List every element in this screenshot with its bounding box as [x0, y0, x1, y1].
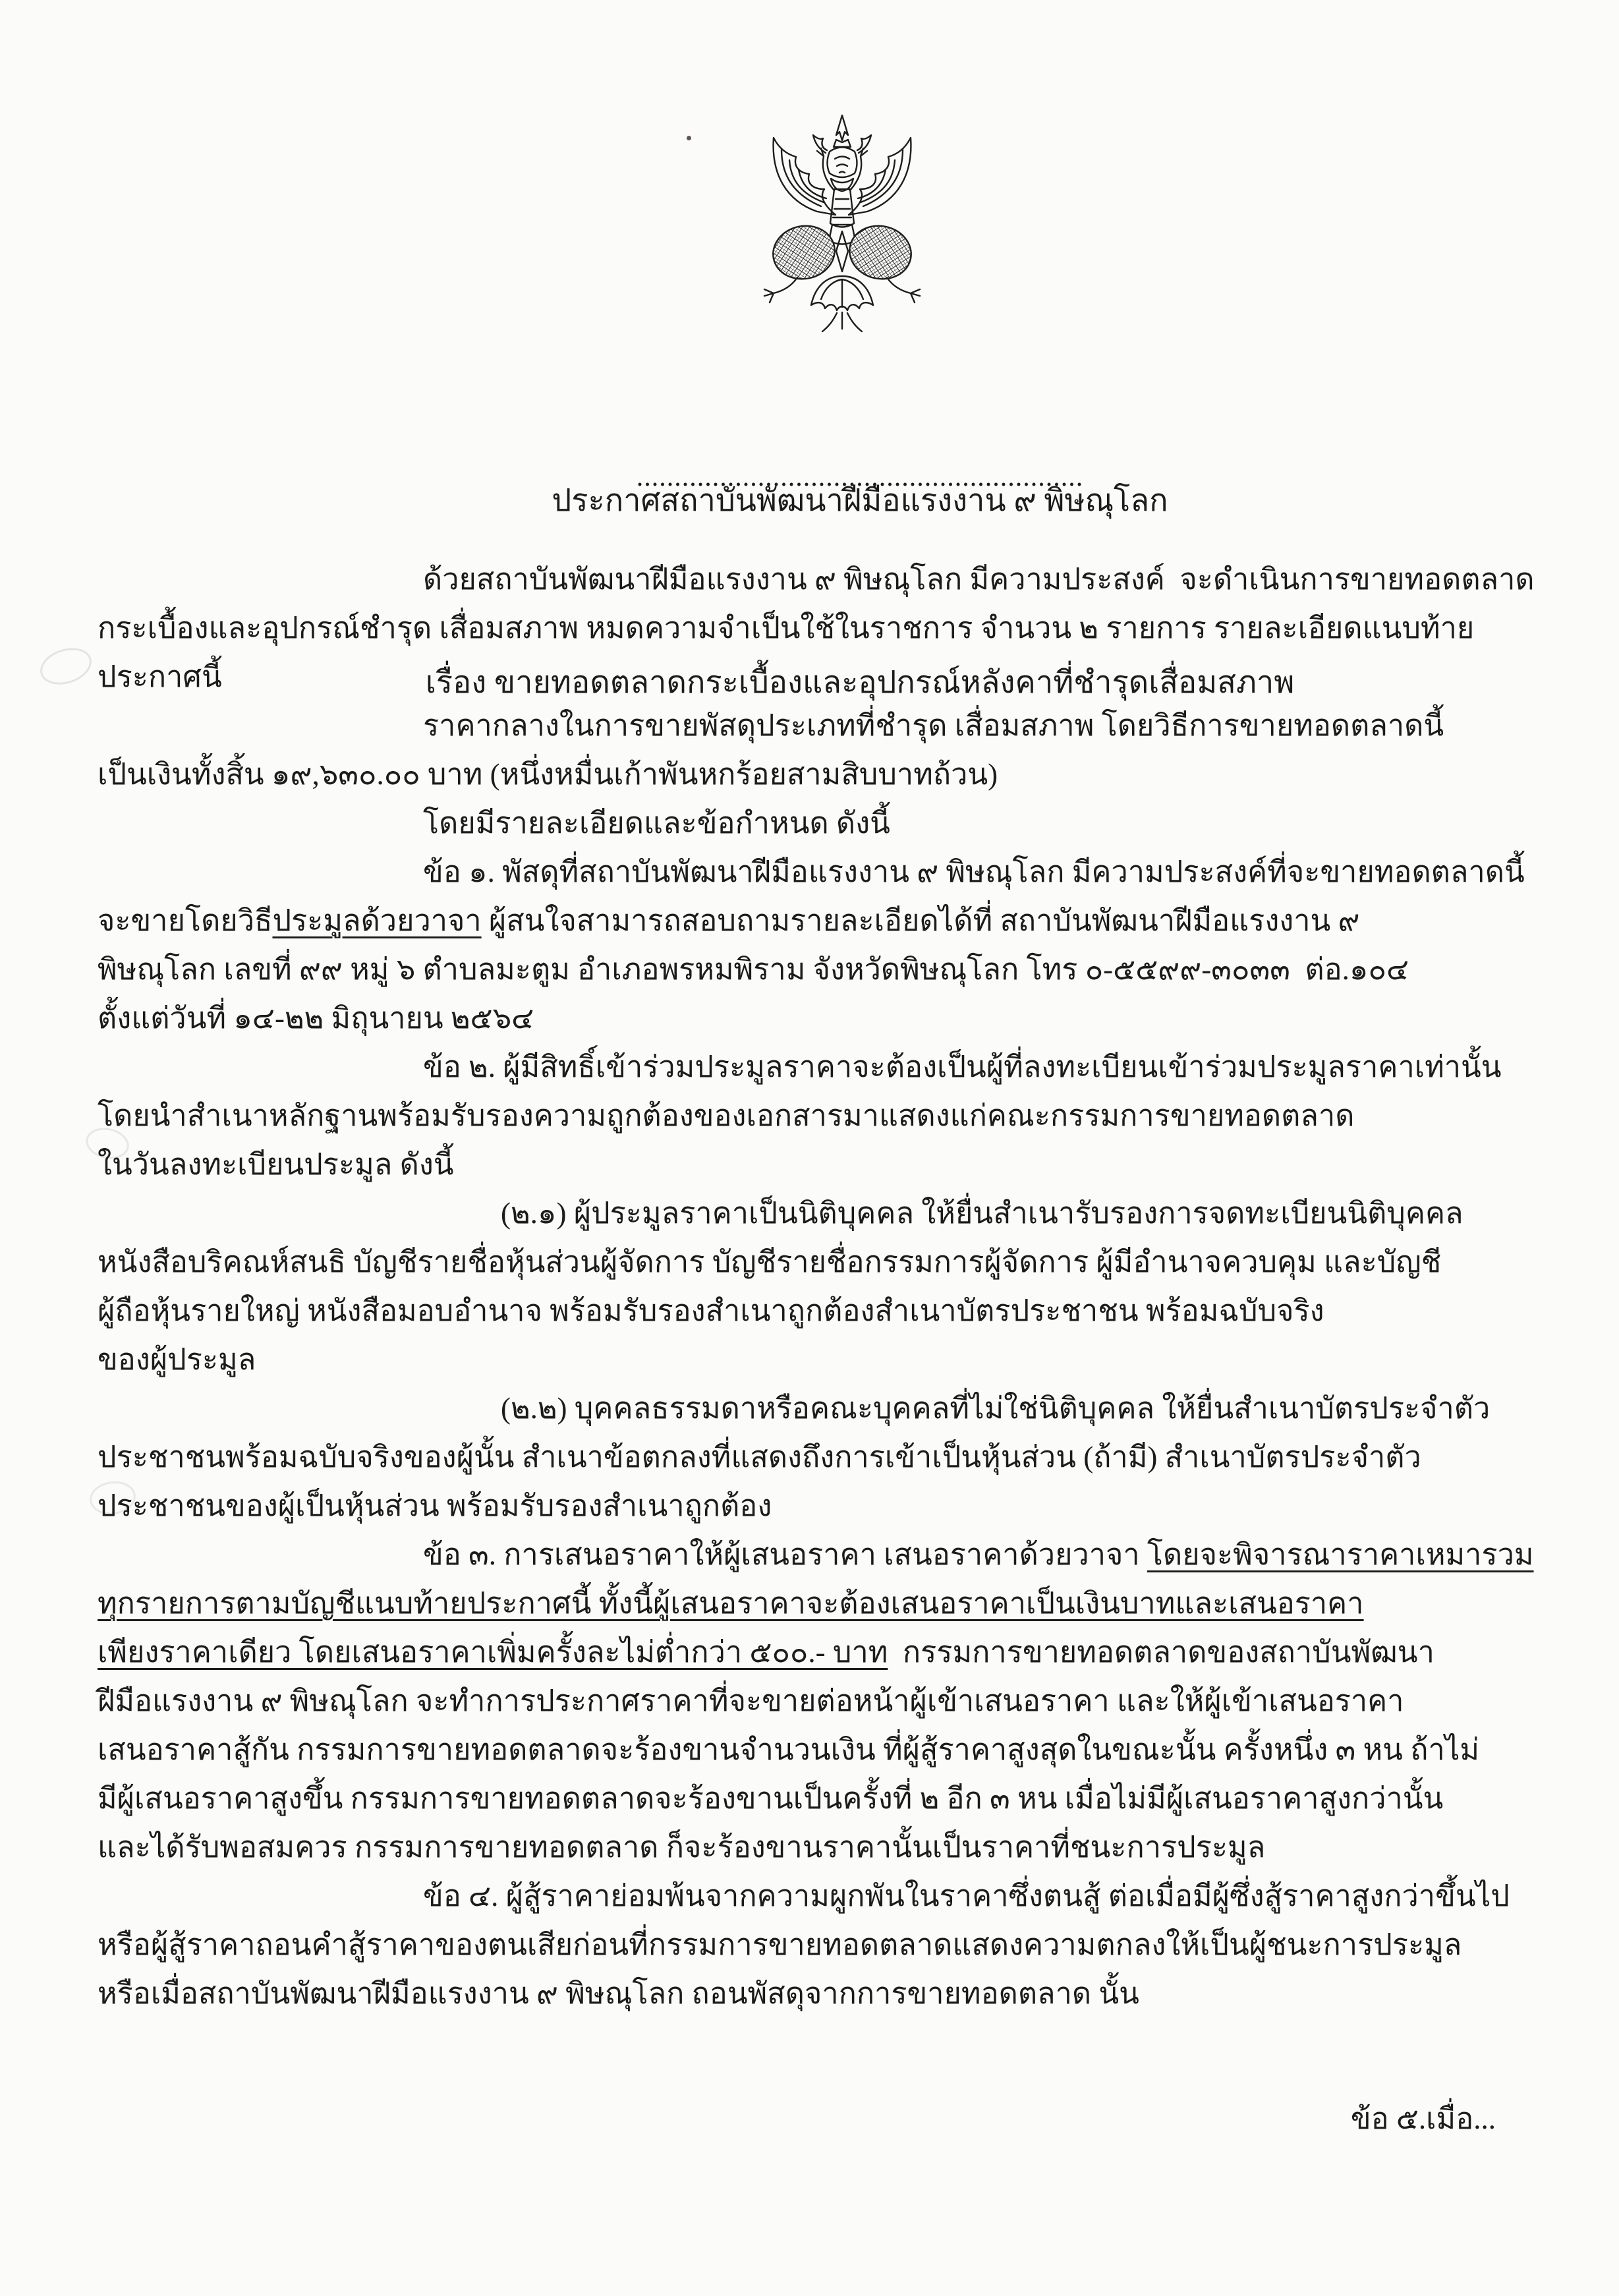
title-line-1: ประกาศสถาบันพัฒนาฝีมือแรงงาน ๙ พิษณุโลก: [552, 484, 1168, 518]
text: ข้อ ๒. ผู้มีสิทธิ์เข้าร่วมประมูลราคาจะต้องเป็นผู้ที่ลงทะเบียนเข้าร่วมประมูลราคาเท่านั้น: [423, 1050, 1502, 1083]
body-line: [98, 1433, 1547, 1481]
body-line: [98, 1043, 1547, 1091]
body-line: [98, 652, 1547, 701]
text: กระเบื้องและอุปกรณ์ชำรุด เสื่อมสภาพ หมดความจำเป็นใช้ในราชการ จำนวน ๒ รายการ รายละเอียดแนบท้าย: [98, 612, 1475, 645]
text: พิษณุโลก เลขที่ ๙๙ หมู่ ๖ ตำบลมะตูม อำเภอพรหมพิราม จังหวัดพิษณุโลก โทร ๐-๕๕๙๙-๓๐๓๓ ต่อ.๑๐๔: [98, 953, 1409, 986]
text: ราคากลางในการขายพัสดุประเภทที่ชำรุด เสื่อมสภาพ โดยวิธีการขายทอดตลาดนี้: [423, 709, 1444, 742]
text: (๒.๑) ผู้ประมูลราคาเป็นนิติบุคคล ให้ยื่นสำเนารับรองการจดทะเบียนนิติบุคคล: [501, 1197, 1463, 1230]
body-line: [98, 1238, 1547, 1286]
text: เสนอราคาสู้กัน กรรมการขายทอดตลาดจะร้องขานจำนวนเงิน ที่ผู้สู้ราคาสูงสุดในขณะนั้น ครั้งหนึ่ง ๓ หน ถ้าไม่: [98, 1733, 1480, 1766]
body-line: [98, 1628, 1547, 1677]
text: ประชาชนพร้อมฉบับจริงของผู้นั้น สำเนาข้อตกลงที่แสดงถึงการเข้าเป็นหุ้นส่วน (ถ้ามี) สำเนาบัตรประจำตัว: [98, 1441, 1421, 1474]
text: ข้อ ๔. ผู้สู้ราคาย่อมพ้นจากความผูกพันในราคาซึ่งตนสู้ ต่อเมื่อมีผู้ซึ่งสู้ราคาสูงกว่าขึ้นไป: [423, 1880, 1510, 1912]
body-line: [98, 1481, 1547, 1530]
body-line: [98, 1823, 1547, 1872]
body-line: [98, 1384, 1547, 1433]
garuda-emblem-icon: [743, 111, 941, 343]
scan-speck: [687, 136, 691, 140]
text: ประชาชนของผู้เป็นหุ้นส่วน พร้อมรับรองสำเนาถูกต้อง: [98, 1489, 772, 1522]
body-line: [98, 1872, 1547, 1920]
underlined-text: ประมูลด้วยวาจา: [272, 904, 482, 937]
body-line: [98, 1286, 1547, 1335]
text: หรือผู้สู้ราคาถอนคำสู้ราคาของตนเสียก่อนที่กรรมการขายทอดตลาดแสดงความตกลงให้เป็นผู้ชนะการประมูล: [98, 1928, 1462, 1961]
text: ของผู้ประมูล: [98, 1343, 256, 1376]
text: หรือเมื่อสถาบันพัฒนาฝีมือแรงงาน ๙ พิษณุโลก ถอนพัสดุจากการขายทอดตลาด นั้น: [98, 1977, 1139, 2010]
text: มีผู้เสนอราคาสูงขึ้น กรรมการขายทอดตลาดจะร้องขานเป็นครั้งที่ ๒ อีก ๓ หน เมื่อไม่มีผู้เสนอราคาสูงกว่านั้น: [98, 1782, 1444, 1815]
body-line: [98, 945, 1547, 994]
body-line: [98, 604, 1547, 652]
body-line: [98, 799, 1547, 847]
body-line: [98, 1530, 1547, 1579]
text: ในวันลงทะเบียนประมูล ดังนี้: [98, 1148, 454, 1181]
text: ฝีมือแรงงาน ๙ พิษณุโลก จะทำการประกาศราคาที่จะขายต่อหน้าผู้เข้าเสนอราคา และให้ผู้เข้าเสนอราคา: [98, 1684, 1404, 1717]
body-line: [98, 896, 1547, 945]
text: จะขายโดยวิธี: [98, 904, 273, 937]
text: ข้อ ๓. การเสนอราคาให้ผู้เสนอราคา เสนอราคาด้วยวาจา: [423, 1538, 1147, 1571]
body-line: [98, 701, 1547, 750]
text: เป็นเงินทั้งสิ้น ๑๙,๖๓๐.๐๐ บาท (หนึ่งหมื่นเก้าพันหกร้อยสามสิบบาทถ้วน): [98, 758, 998, 791]
body-line: [98, 1189, 1547, 1238]
body-line: [98, 1677, 1547, 1725]
body-line: [98, 1725, 1547, 1774]
text: กรรมการขายทอดตลาดของสถาบันพัฒนา: [888, 1636, 1434, 1669]
body-line: [98, 1579, 1547, 1628]
document-body: [98, 555, 1547, 2018]
body-line: [98, 994, 1547, 1043]
text: ผู้ถือหุ้นรายใหญ่ หนังสือมอบอำนาจ พร้อมรับรองสำเนาถูกต้องสำเนาบัตรประชาชน พร้อมฉบับจริง: [98, 1294, 1324, 1327]
body-line: [98, 847, 1547, 896]
text: (๒.๒) บุคคลธรรมดาหรือคณะบุคคลที่ไม่ใช่นิติบุคคล ให้ยื่นสำเนาบัตรประจำตัว: [501, 1392, 1491, 1425]
text: ประกาศนี้: [98, 660, 222, 693]
body-line: [98, 1969, 1547, 2018]
text: ด้วยสถาบันพัฒนาฝีมือแรงงาน ๙ พิษณุโลก มีความประสงค์ จะดำเนินการขายทอดตลาด: [423, 563, 1535, 596]
body-line: [98, 555, 1547, 604]
body-line: [98, 1335, 1547, 1384]
text: ผู้สนใจสามารถสอบถามรายละเอียดได้ที่ สถาบันพัฒนาฝีมือแรงงาน ๙: [481, 904, 1360, 937]
text: โดยมีรายละเอียดและข้อกำหนด ดังนี้: [423, 807, 890, 840]
body-line: [98, 1920, 1547, 1969]
underlined-text: โดยจะพิจารณาราคาเหมารวม: [1147, 1538, 1534, 1571]
title-divider-dots: ...........................................................: [636, 462, 1084, 492]
scan-artifact: [36, 642, 96, 691]
body-line: [98, 1140, 1547, 1189]
text: ตั้งแต่วันที่ ๑๔-๒๒ มิถุนายน ๒๕๖๔: [98, 1002, 534, 1035]
title-line-2: เรื่อง ขายทอดตลาดกระเบื้องและอุปกรณ์หลังคาที่ชำรุดเสื่อมสภาพ: [425, 666, 1295, 700]
body-line: [98, 750, 1547, 799]
text: หนังสือบริคณห์สนธิ บัญชีรายชื่อหุ้นส่วนผู้จัดการ บัญชีรายชื่อกรรมการผู้จัดการ ผู้มีอำนาจควบคุม และบัญชี: [98, 1246, 1442, 1278]
text: โดยนำสำเนาหลักฐานพร้อมรับรองความถูกต้องของเอกสารมาแสดงแก่คณะกรรมการขายทอดตลาด: [98, 1099, 1355, 1132]
underlined-text: ทุกรายการตามบัญชีแนบท้ายประกาศนี้ ทั้งนี้ผู้เสนอราคาจะต้องเสนอราคาเป็นเงินบาทและเสนอราคา: [98, 1587, 1364, 1620]
body-line: [98, 1091, 1547, 1140]
text: ข้อ ๑. พัสดุที่สถาบันพัฒนาฝีมือแรงงาน ๙ พิษณุโลก มีความประสงค์ที่จะขายทอดตลาดนี้: [423, 855, 1525, 888]
body-line: [98, 1774, 1547, 1823]
text: และได้รับพอสมควร กรรมการขายทอดตลาด ก็จะร้องขานราคานั้นเป็นราคาที่ชนะการประมูล: [98, 1831, 1266, 1864]
continuation-note: ข้อ ๕.เมื่อ...: [1350, 2102, 1496, 2135]
underlined-text: เพียงราคาเดียว โดยเสนอราคาเพิ่มครั้งละไม่ต่ำกว่า ๕๐๐.- บาท: [98, 1636, 888, 1669]
